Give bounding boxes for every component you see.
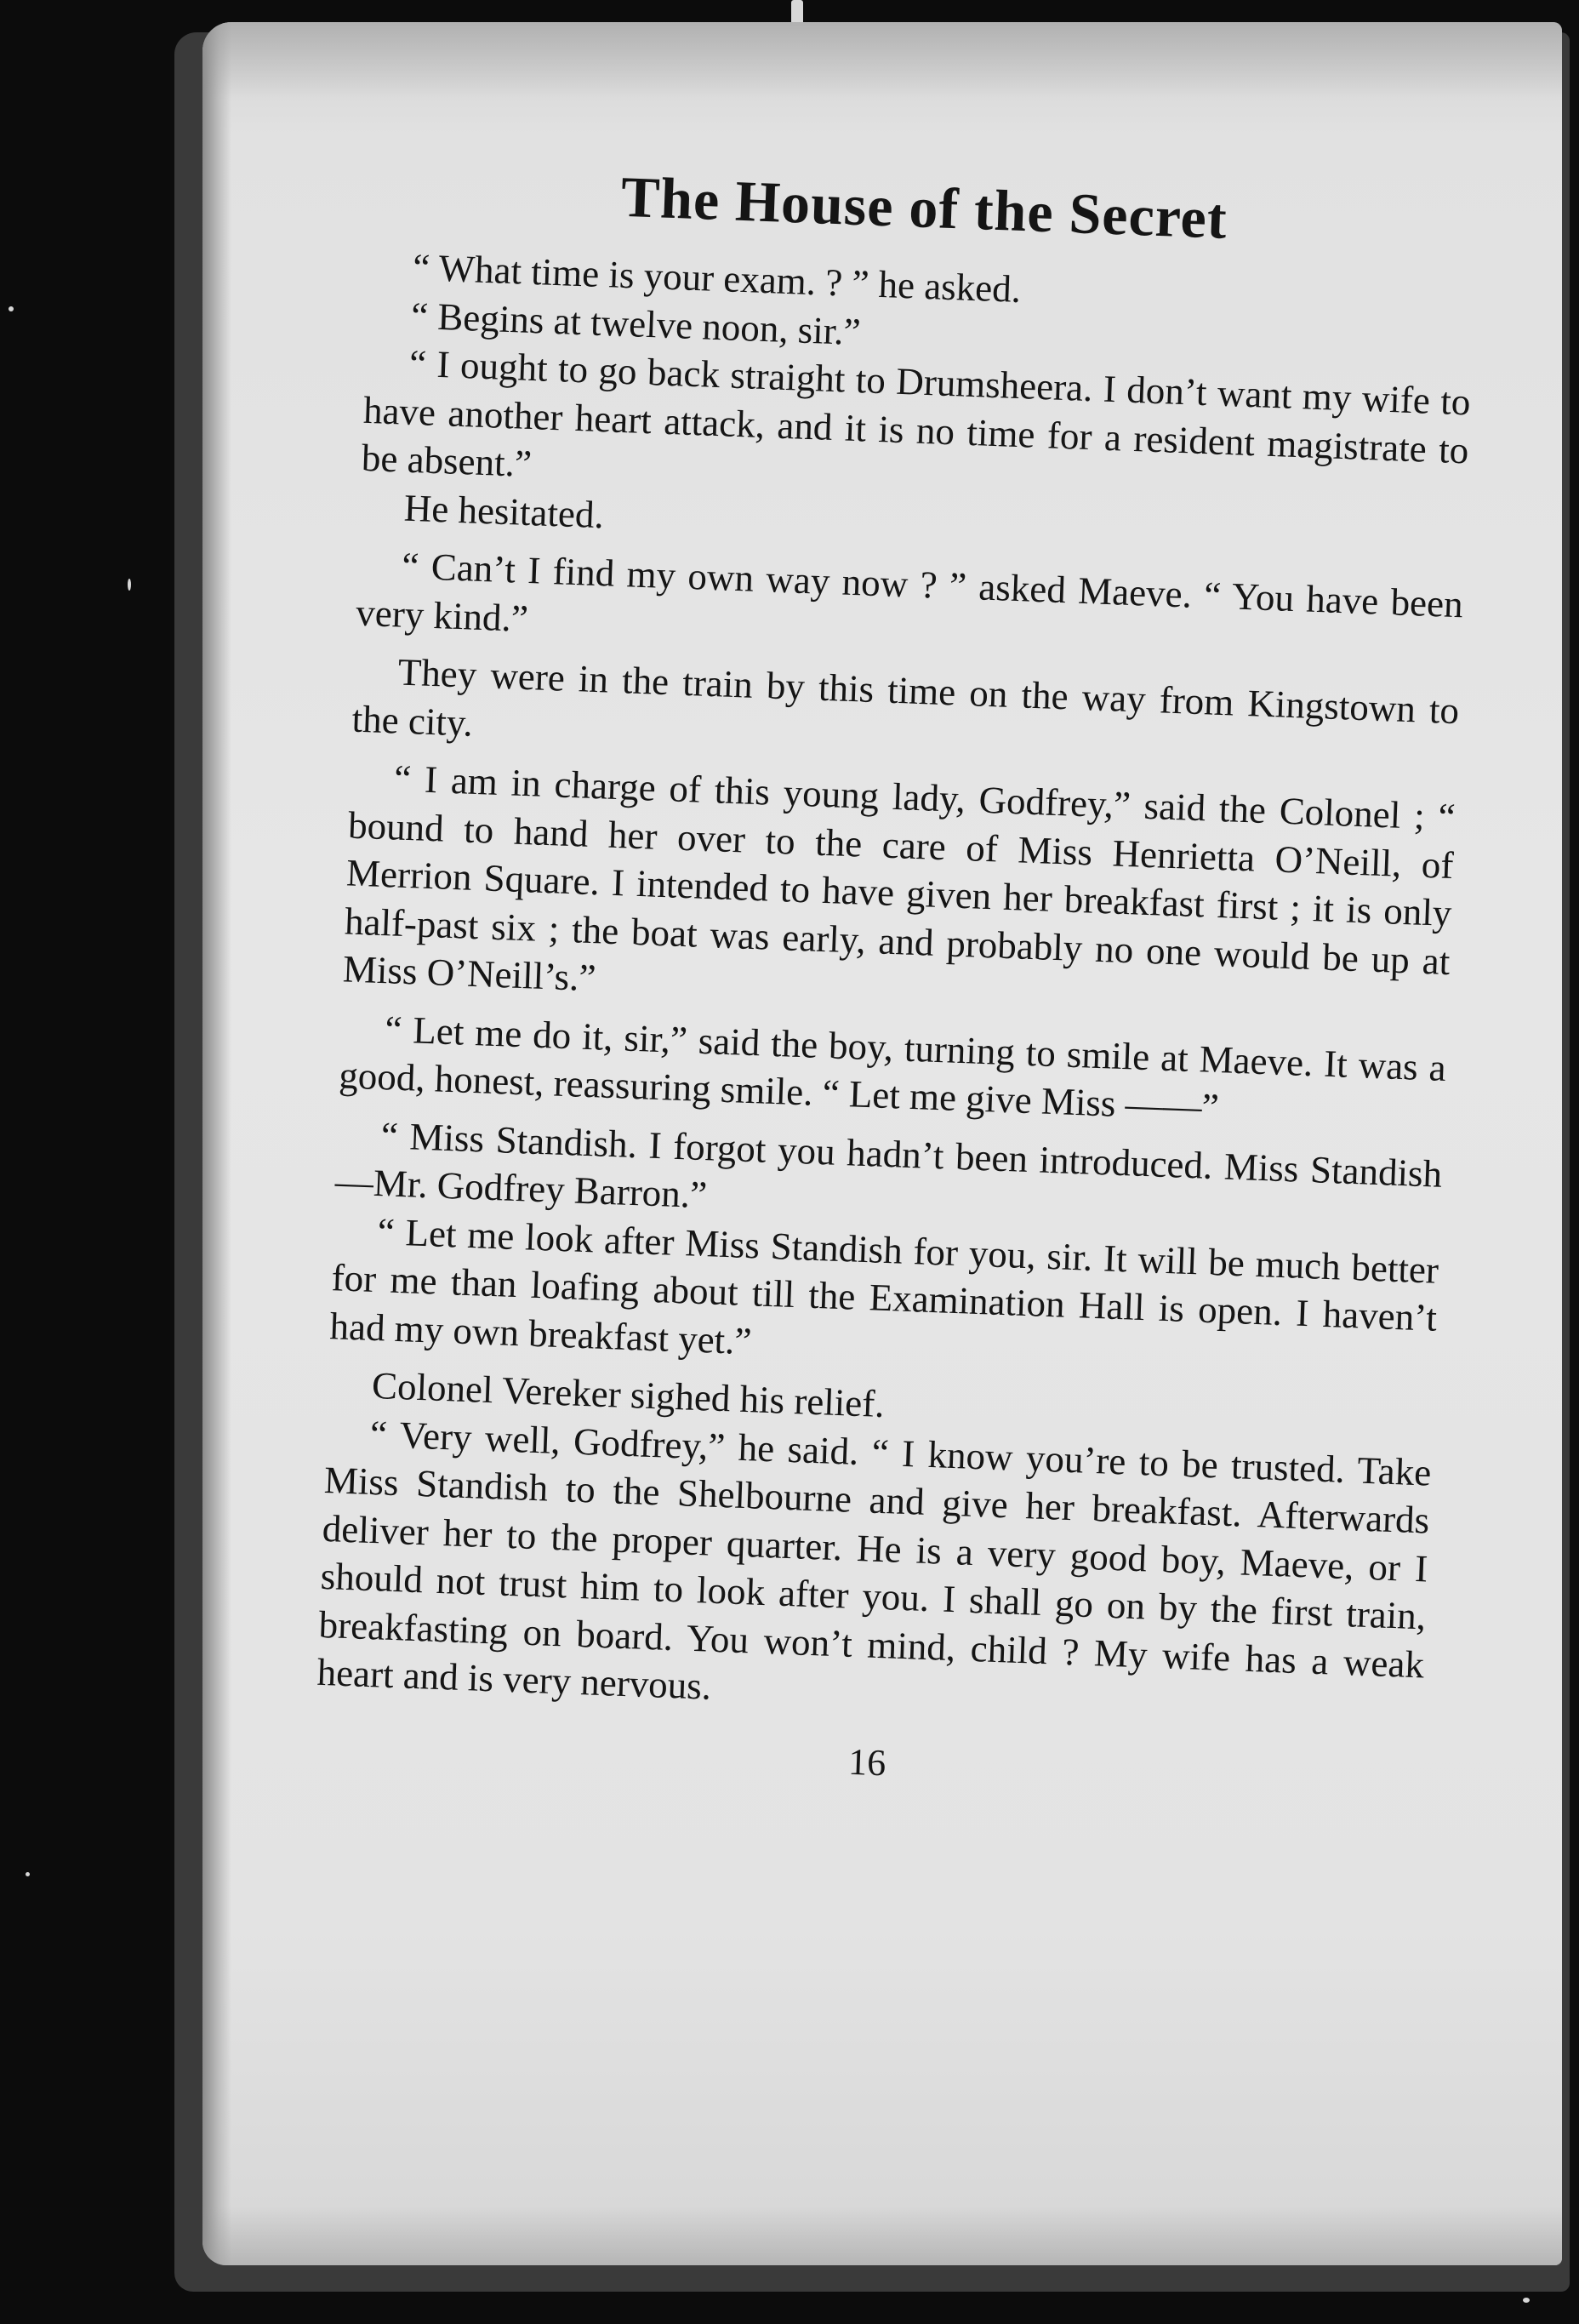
dust-speck xyxy=(9,306,14,311)
paragraph: “ Can’t I find my own way now ? ” asked Maeve. “ You have been very kind.” xyxy=(355,544,1464,640)
paragraph: “ Miss Standish. I forgot you hadn’t been introduced. Miss Standish—Mr. Godfrey Barron.” xyxy=(334,1113,1444,1217)
paragraph: “ Begins at twelve noon, sir.” xyxy=(410,294,862,353)
dust-speck xyxy=(128,579,131,591)
page-number: 16 xyxy=(847,1740,887,1784)
paragraph: They were in the train by this time on the way from Kingstown to the city. xyxy=(351,650,1460,745)
page-top-shading xyxy=(202,22,1562,99)
paragraph: “ What time is your exam. ? ” he asked. xyxy=(412,245,1022,311)
page-gutter-shading xyxy=(202,22,231,2265)
paragraph: Colonel Vereker sighed his relief. xyxy=(371,1363,886,1426)
dust-speck xyxy=(26,1872,30,1876)
paragraph: “ Let me do it, sir,” said the boy, turning to smile at Maeve. It was a good, honest, reassuring smile. “ Let me give Miss ——” xyxy=(338,1007,1447,1129)
book-page xyxy=(202,22,1562,2265)
page-text-block xyxy=(314,158,1478,1804)
paragraph: “ I ought to go back straight to Drumsheera. I don’t want my wife to have another heart attack, and it is no time for a resident magistrate to be absent.” xyxy=(361,341,1472,486)
paragraph: “ Let me look after Miss Standish for you, sir. It will be much better for me than loafing about till the Examination Hall is open. I haven’t had my own breakfast yet.” xyxy=(328,1209,1439,1362)
paragraph: “ Very well, Godfrey,” he said. “ I know you’re to be trusted. Take Miss Standish to the Shelbourne and give her breakfast. Afterwards deliver her to the proper quarter. He is a very good boy, Maeve, or I should not trust him to look after you. I shall go on by the first train, breakfasting on board. You won’t mind, child ? My wife has a weak heart and is very nervous. xyxy=(316,1412,1433,1708)
paragraph: He hesitated. xyxy=(403,486,605,536)
page-bottom-shading xyxy=(202,2206,1562,2265)
running-title: The House of the Secret xyxy=(619,163,1228,251)
paragraph: “ I am in charge of this young lady, Godfrey,” said the Colonel ; “ bound to hand her over to the care of Miss Henrietta O’Neill, of Merrion Square. I intended to have given her breakfast first ; it is only half-past six ; the boat was early, and probably no one would be up at Miss O’Neill’s.” xyxy=(342,757,1456,1000)
dust-speck xyxy=(1523,2298,1530,2303)
